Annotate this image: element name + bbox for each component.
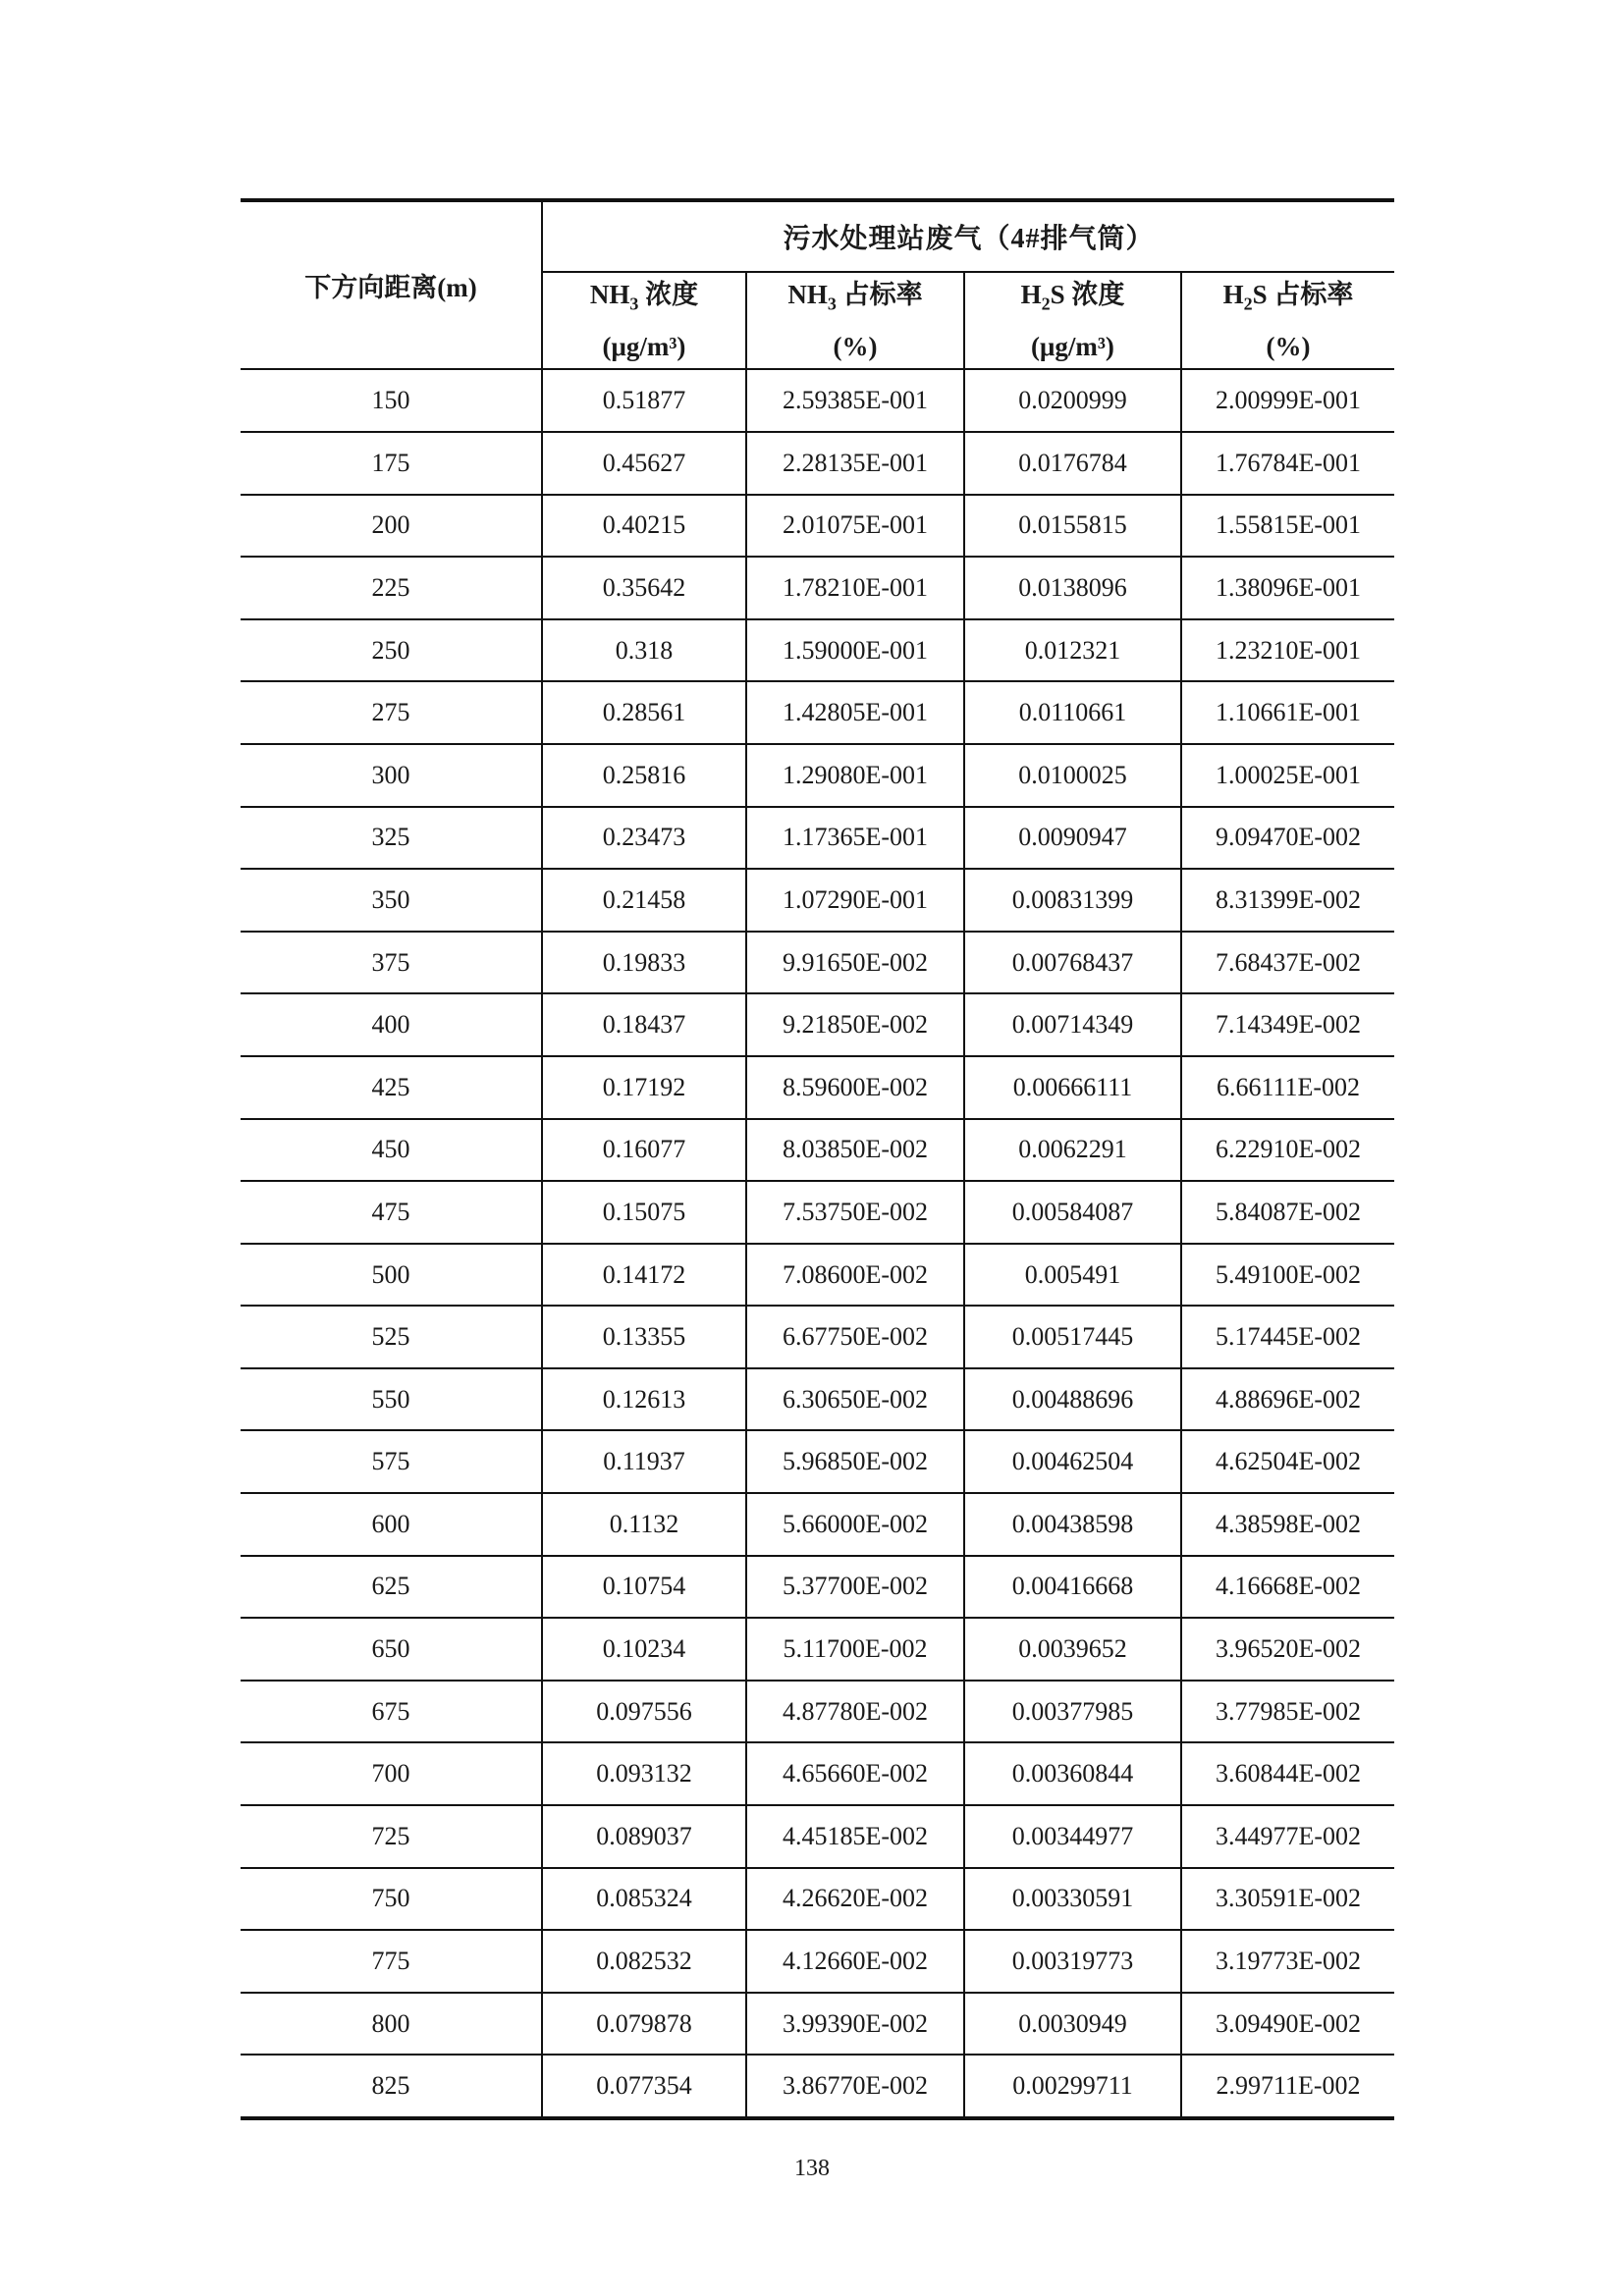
distance-cell: 525 (241, 1306, 542, 1368)
distance-cell: 775 (241, 1930, 542, 1993)
value-cell: 0.00377985 (964, 1681, 1181, 1743)
value-cell: 5.66000E-002 (746, 1493, 964, 1556)
value-cell: 6.30650E-002 (746, 1368, 964, 1431)
distance-header: 下方向距离(m) (241, 200, 542, 369)
value-cell: 4.88696E-002 (1181, 1368, 1394, 1431)
value-cell: 0.00416668 (964, 1556, 1181, 1619)
distance-cell: 600 (241, 1493, 542, 1556)
value-cell: 0.0200999 (964, 369, 1181, 432)
value-cell: 3.09490E-002 (1181, 1993, 1394, 2056)
value-cell: 8.59600E-002 (746, 1056, 964, 1119)
column-header-name: $NH_3$ 占标率 (787, 280, 923, 314)
value-cell: 1.10661E-001 (1181, 681, 1394, 744)
value-cell: 1.17365E-001 (746, 807, 964, 870)
distance-cell: 500 (241, 1244, 542, 1307)
value-cell: 0.0176784 (964, 432, 1181, 495)
value-cell: 0.00831399 (964, 869, 1181, 932)
page-number: 138 (794, 2156, 830, 2181)
value-cell: 0.00666111 (964, 1056, 1181, 1119)
value-cell: 1.78210E-001 (746, 557, 964, 619)
value-cell: 0.085324 (542, 1868, 746, 1931)
value-cell: 8.03850E-002 (746, 1119, 964, 1182)
value-cell: 3.44977E-002 (1181, 1805, 1394, 1868)
value-cell: 9.91650E-002 (746, 932, 964, 994)
value-cell: 4.45185E-002 (746, 1805, 964, 1868)
value-cell: 8.31399E-002 (1181, 869, 1394, 932)
value-cell: 1.42805E-001 (746, 681, 964, 744)
distance-cell: 750 (241, 1868, 542, 1931)
value-cell: 0.0100025 (964, 744, 1181, 807)
table-row (241, 1306, 1394, 1368)
value-cell: 0.0062291 (964, 1119, 1181, 1182)
distance-cell: 725 (241, 1805, 542, 1868)
value-cell: 0.14172 (542, 1244, 746, 1307)
value-cell: 0.089037 (542, 1805, 746, 1868)
table-row (241, 432, 1394, 495)
table-row (241, 1493, 1394, 1556)
table-row (241, 1618, 1394, 1681)
value-cell: 1.23210E-001 (1181, 619, 1394, 682)
table-row (241, 369, 1394, 432)
value-cell: 0.093132 (542, 1742, 746, 1805)
distance-cell: 350 (241, 869, 542, 932)
value-cell: 2.28135E-001 (746, 432, 964, 495)
value-cell: 0.35642 (542, 557, 746, 619)
value-cell: 0.00517445 (964, 1306, 1181, 1368)
table-row (241, 1805, 1394, 1868)
distance-cell: 475 (241, 1181, 542, 1244)
value-cell: 0.00330591 (964, 1868, 1181, 1931)
value-cell: 0.00768437 (964, 932, 1181, 994)
value-cell: 7.53750E-002 (746, 1181, 964, 1244)
value-cell: 0.12613 (542, 1368, 746, 1431)
value-cell: 0.00319773 (964, 1930, 1181, 1993)
value-cell: 0.13355 (542, 1306, 746, 1368)
value-cell: 0.1132 (542, 1493, 746, 1556)
distance-cell: 225 (241, 557, 542, 619)
table-row (241, 1119, 1394, 1182)
distance-cell: 275 (241, 681, 542, 744)
table-row (241, 932, 1394, 994)
value-cell: 5.11700E-002 (746, 1618, 964, 1681)
value-cell: 0.0110661 (964, 681, 1181, 744)
value-cell: 4.26620E-002 (746, 1868, 964, 1931)
value-cell: 0.0138096 (964, 557, 1181, 619)
value-cell: 1.59000E-001 (746, 619, 964, 682)
table-row (241, 557, 1394, 619)
value-cell: 4.38598E-002 (1181, 1493, 1394, 1556)
value-cell: 0.0030949 (964, 1993, 1181, 2056)
value-cell: 2.01075E-001 (746, 495, 964, 558)
value-cell: 0.0039652 (964, 1618, 1181, 1681)
value-cell: 6.67750E-002 (746, 1306, 964, 1368)
value-cell: 1.00025E-001 (1181, 744, 1394, 807)
value-cell: 5.17445E-002 (1181, 1306, 1394, 1368)
value-cell: 0.00360844 (964, 1742, 1181, 1805)
distance-cell: 200 (241, 495, 542, 558)
value-cell: 3.30591E-002 (1181, 1868, 1394, 1931)
distance-cell: 425 (241, 1056, 542, 1119)
value-cell: 3.86770E-002 (746, 2055, 964, 2118)
value-cell: 0.25816 (542, 744, 746, 807)
column-header (746, 272, 964, 369)
value-cell: 3.96520E-002 (1181, 1618, 1394, 1681)
distance-cell: 825 (241, 2055, 542, 2118)
value-cell: 3.77985E-002 (1181, 1681, 1394, 1743)
value-cell: 3.60844E-002 (1181, 1742, 1394, 1805)
table-header (241, 200, 1394, 369)
table-row (241, 993, 1394, 1056)
distance-cell: 325 (241, 807, 542, 870)
value-cell: 0.40215 (542, 495, 746, 558)
value-cell: 0.0155815 (964, 495, 1181, 558)
value-cell: 5.96850E-002 (746, 1430, 964, 1493)
value-cell: 3.19773E-002 (1181, 1930, 1394, 1993)
value-cell: 1.38096E-001 (1181, 557, 1394, 619)
value-cell: 0.21458 (542, 869, 746, 932)
column-header-unit: (%) (1266, 332, 1311, 362)
value-cell: 0.00584087 (964, 1181, 1181, 1244)
table-row (241, 1056, 1394, 1119)
value-cell: 9.09470E-002 (1181, 807, 1394, 870)
value-cell: 2.00999E-001 (1181, 369, 1394, 432)
column-header (1181, 272, 1394, 369)
distance-cell: 550 (241, 1368, 542, 1431)
value-cell: 0.097556 (542, 1681, 746, 1743)
value-cell: 0.16077 (542, 1119, 746, 1182)
value-cell: 0.318 (542, 619, 746, 682)
value-cell: 7.68437E-002 (1181, 932, 1394, 994)
value-cell: 4.87780E-002 (746, 1681, 964, 1743)
value-cell: 0.10754 (542, 1556, 746, 1619)
table-row (241, 2055, 1394, 2118)
table-row (241, 1868, 1394, 1931)
table-row (241, 1181, 1394, 1244)
value-cell: 0.28561 (542, 681, 746, 744)
value-cell: 4.12660E-002 (746, 1930, 964, 1993)
value-cell: 2.99711E-002 (1181, 2055, 1394, 2118)
value-cell: 7.14349E-002 (1181, 993, 1394, 1056)
distance-cell: 400 (241, 993, 542, 1056)
column-header-name: $H_2S$ 占标率 (1222, 280, 1354, 314)
value-cell: 0.082532 (542, 1930, 746, 1993)
column-header-name: $H_2S$ 浓度 (1020, 280, 1125, 314)
value-cell: 0.00714349 (964, 993, 1181, 1056)
value-cell: 0.0090947 (964, 807, 1181, 870)
value-cell: 0.15075 (542, 1181, 746, 1244)
distance-cell: 150 (241, 369, 542, 432)
table-row (241, 1681, 1394, 1743)
table-row (241, 869, 1394, 932)
distance-cell: 300 (241, 744, 542, 807)
table-row (241, 1742, 1394, 1805)
value-cell: 6.66111E-002 (1181, 1056, 1394, 1119)
value-cell: 0.10234 (542, 1618, 746, 1681)
table-row (241, 1244, 1394, 1307)
dispersion-table (241, 198, 1394, 2120)
value-cell: 9.21850E-002 (746, 993, 964, 1056)
value-cell: 0.012321 (964, 619, 1181, 682)
distance-cell: 575 (241, 1430, 542, 1493)
column-header (542, 272, 746, 369)
value-cell: 1.76784E-001 (1181, 432, 1394, 495)
value-cell: 0.17192 (542, 1056, 746, 1119)
table-row (241, 807, 1394, 870)
value-cell: 0.077354 (542, 2055, 746, 2118)
value-cell: 1.55815E-001 (1181, 495, 1394, 558)
value-cell: 0.079878 (542, 1993, 746, 2056)
value-cell: 6.22910E-002 (1181, 1119, 1394, 1182)
distance-cell: 675 (241, 1681, 542, 1743)
table-row (241, 1993, 1394, 2056)
value-cell: 0.23473 (542, 807, 746, 870)
column-header-name: $NH_3$ 浓度 (589, 280, 699, 314)
distance-cell: 375 (241, 932, 542, 994)
value-cell: 0.00344977 (964, 1805, 1181, 1868)
value-cell: 5.84087E-002 (1181, 1181, 1394, 1244)
value-cell: 0.00438598 (964, 1493, 1181, 1556)
value-cell: 0.00488696 (964, 1368, 1181, 1431)
value-cell: 1.07290E-001 (746, 869, 964, 932)
table-row (241, 619, 1394, 682)
value-cell: 0.00299711 (964, 2055, 1181, 2118)
value-cell: 5.37700E-002 (746, 1556, 964, 1619)
distance-cell: 625 (241, 1556, 542, 1619)
column-header-unit: (%) (833, 332, 878, 362)
column-header (964, 272, 1181, 369)
value-cell: 0.18437 (542, 993, 746, 1056)
distance-cell: 175 (241, 432, 542, 495)
table-row (241, 681, 1394, 744)
value-cell: 0.00462504 (964, 1430, 1181, 1493)
value-cell: 0.005491 (964, 1244, 1181, 1307)
value-cell: 5.49100E-002 (1181, 1244, 1394, 1307)
distance-cell: 450 (241, 1119, 542, 1182)
value-cell: 0.11937 (542, 1430, 746, 1493)
table-row (241, 744, 1394, 807)
value-cell: 0.51877 (542, 369, 746, 432)
value-cell: 4.16668E-002 (1181, 1556, 1394, 1619)
distance-cell: 700 (241, 1742, 542, 1805)
value-cell: 7.08600E-002 (746, 1244, 964, 1307)
table-row (241, 1930, 1394, 1993)
group-header: 污水处理站废气（4#排气筒） (542, 200, 1394, 272)
value-cell: 3.99390E-002 (746, 1993, 964, 2056)
value-cell: 4.65660E-002 (746, 1742, 964, 1805)
table-row (241, 1430, 1394, 1493)
distance-cell: 250 (241, 619, 542, 682)
distance-cell: 800 (241, 1993, 542, 2056)
table-row (241, 495, 1394, 558)
column-header-unit: (μg/m³) (602, 332, 686, 362)
table-body (241, 369, 1394, 2118)
distance-cell: 650 (241, 1618, 542, 1681)
value-cell: 0.19833 (542, 932, 746, 994)
value-cell: 2.59385E-001 (746, 369, 964, 432)
value-cell: 1.29080E-001 (746, 744, 964, 807)
value-cell: 4.62504E-002 (1181, 1430, 1394, 1493)
value-cell: 0.45627 (542, 432, 746, 495)
table-row (241, 1556, 1394, 1619)
column-header-unit: (μg/m³) (1031, 332, 1114, 362)
table-row (241, 1368, 1394, 1431)
